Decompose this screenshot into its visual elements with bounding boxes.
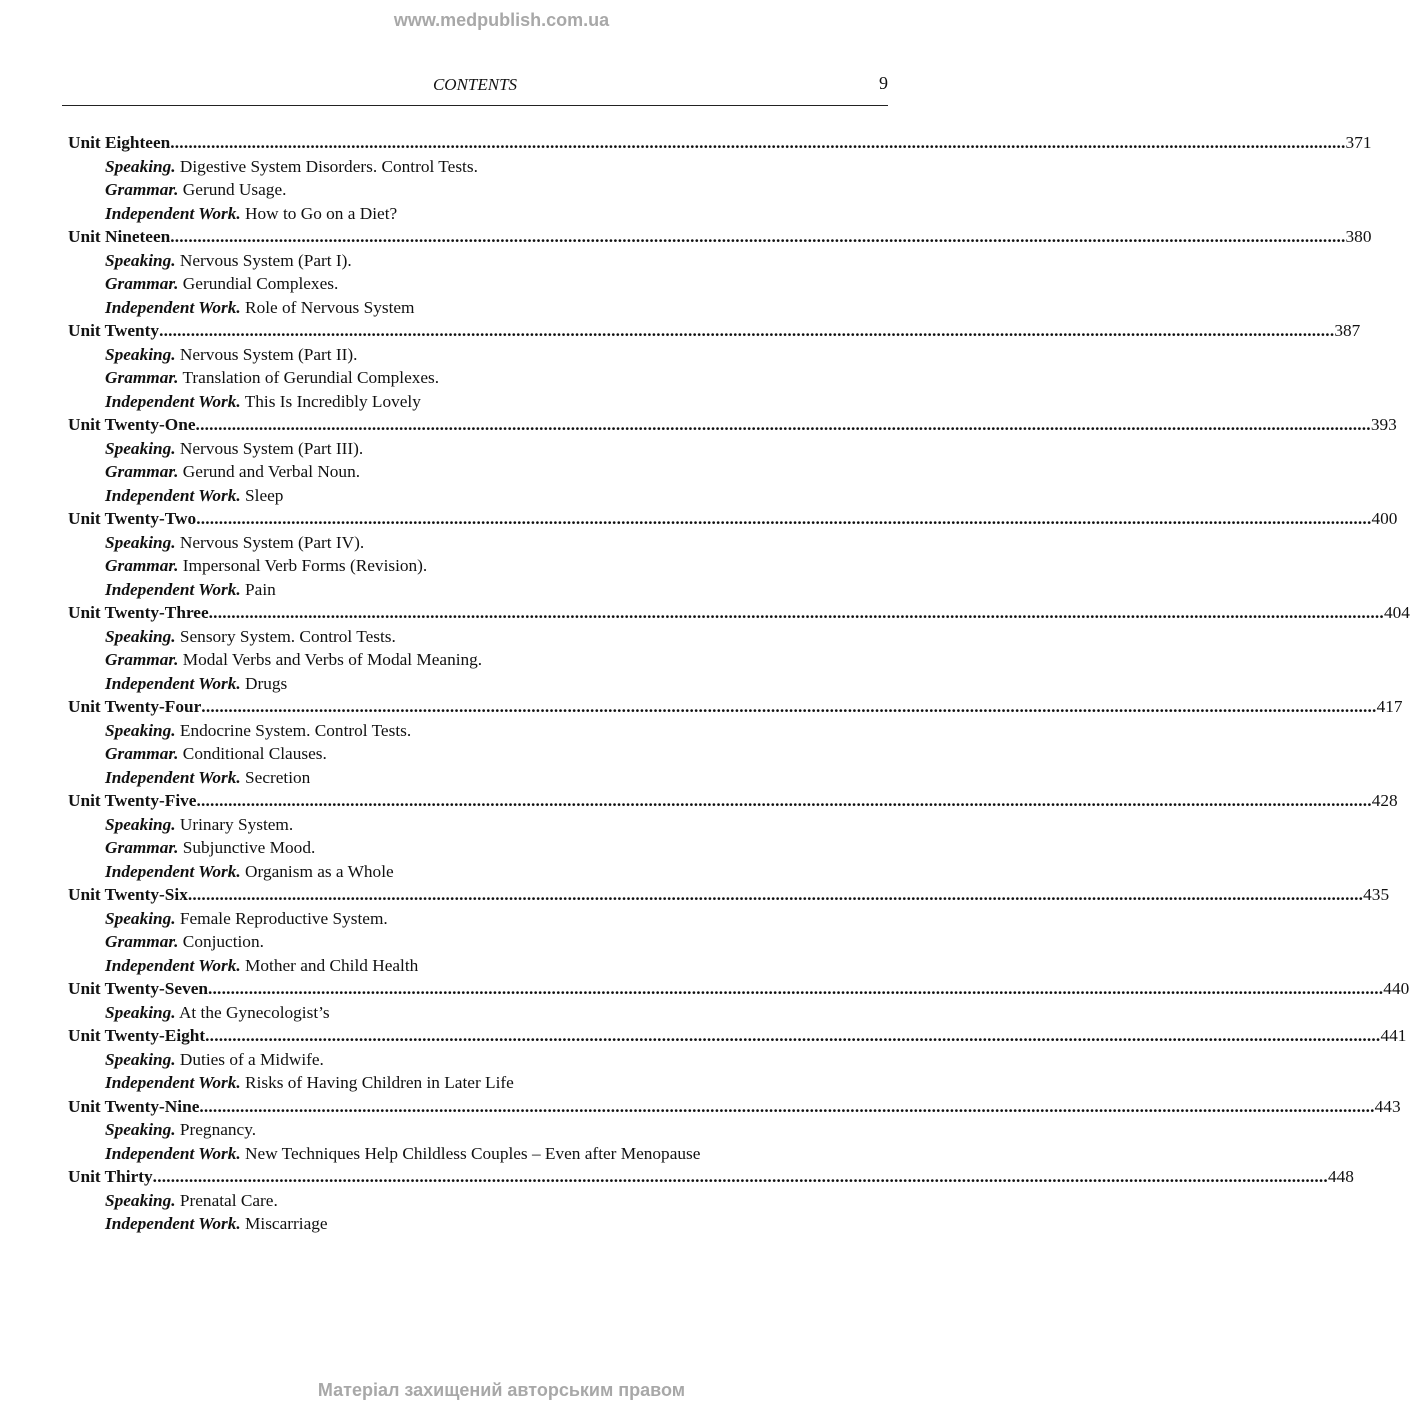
- sub-entry-text: Nervous System (Part IV).: [175, 532, 365, 552]
- unit-title: Unit Twenty-Two: [68, 509, 197, 528]
- sub-entry-label: Speaking.: [105, 626, 176, 646]
- toc-unit-row: [68, 1024, 1407, 1048]
- toc-sub-entry: [68, 1212, 884, 1236]
- unit-page-number: 380: [1345, 227, 1372, 246]
- unit-page-number: 435: [1363, 885, 1390, 904]
- sub-entry-label: Grammar.: [105, 838, 179, 857]
- toc-sub-entry: [68, 484, 884, 508]
- toc-sub-entry: [68, 836, 884, 860]
- unit-title: Unit Twenty-Seven: [68, 979, 209, 998]
- table-of-contents: [68, 131, 1410, 1236]
- unit-title: Unit Twenty: [68, 321, 160, 340]
- unit-title: Unit Nineteen: [68, 227, 171, 246]
- toc-unit-row: [68, 1165, 1354, 1189]
- dot-leader: ....................................................................................................................................................................................................................................................................: [208, 979, 1384, 998]
- unit-title: Unit Twenty-Eight: [68, 1026, 206, 1045]
- toc-unit-row: [68, 789, 1398, 813]
- toc-sub-entry: [68, 437, 884, 461]
- sub-entry-text: Duties of a Midwife.: [175, 1049, 324, 1069]
- toc-sub-entry: [68, 578, 884, 602]
- toc-sub-entry: [68, 202, 884, 226]
- sub-entry-text: Secretion: [240, 767, 311, 787]
- toc-sub-entry: [68, 554, 884, 578]
- dot-leader: ....................................................................................................................................................................................................................................................................: [196, 509, 1372, 528]
- sub-entry-text: Gerundial Complexes.: [178, 274, 339, 293]
- sub-entry-text: Prenatal Care.: [175, 1190, 278, 1210]
- toc-sub-entry: [68, 343, 884, 367]
- unit-title: Unit Eighteen: [68, 133, 171, 152]
- sub-entry-text: Pain: [240, 579, 276, 599]
- toc-unit-row: [68, 507, 1398, 531]
- sub-entry-label: Grammar.: [105, 368, 179, 387]
- toc-unit-row: [68, 225, 1372, 249]
- toc-sub-entry: [68, 1071, 884, 1095]
- toc-sub-entry: [68, 1118, 884, 1142]
- unit-title: Unit Twenty-Nine: [68, 1096, 200, 1116]
- site-url-watermark: www.medpublish.com.ua: [393, 10, 610, 30]
- toc-unit-row: [68, 695, 1403, 719]
- sub-entry-label: Speaking.: [105, 1049, 176, 1069]
- toc-unit-row: [68, 1095, 1401, 1119]
- toc-sub-entry: [68, 1048, 884, 1072]
- dot-leader: ....................................................................................................................................................................................................................................................................: [199, 1096, 1375, 1116]
- running-title: CONTENTS: [432, 75, 518, 94]
- unit-page-number: 441: [1380, 1026, 1407, 1045]
- sub-entry-label: Speaking.: [105, 1190, 176, 1210]
- sub-entry-label: Grammar.: [105, 462, 179, 481]
- toc-unit-row: [68, 977, 1410, 1001]
- unit-page-number: 440: [1383, 979, 1410, 998]
- sub-entry-label: Independent Work.: [105, 297, 241, 317]
- sub-entry-label: Speaking.: [105, 438, 176, 458]
- sub-entry-label: Grammar.: [105, 650, 179, 669]
- toc-unit-row: [68, 601, 1410, 625]
- sub-entry-label: Independent Work.: [105, 861, 241, 881]
- unit-title: Unit Thirty: [68, 1167, 153, 1186]
- sub-entry-text: At the Gynecologist’s: [175, 1002, 330, 1022]
- dot-leader: ....................................................................................................................................................................................................................................................................: [205, 1026, 1381, 1045]
- sub-entry-label: Grammar.: [105, 744, 179, 763]
- unit-page-number: 417: [1376, 697, 1403, 716]
- toc-sub-entry: [68, 460, 884, 484]
- sub-entry-text: Modal Verbs and Verbs of Modal Meaning.: [178, 650, 483, 669]
- sub-entry-text: Nervous System (Part II).: [175, 344, 358, 364]
- dot-leader: ....................................................................................................................................................................................................................................................................: [208, 603, 1384, 622]
- toc-sub-entry: [68, 366, 884, 390]
- toc-sub-entry: [68, 954, 884, 978]
- sub-entry-text: Nervous System (Part I).: [175, 250, 352, 270]
- sub-entry-text: Nervous System (Part III).: [175, 438, 364, 458]
- unit-title: Unit Twenty-One: [68, 415, 196, 434]
- unit-page-number: 428: [1371, 791, 1398, 810]
- sub-entry-label: Independent Work.: [105, 767, 241, 787]
- dot-leader: ....................................................................................................................................................................................................................................................................: [195, 415, 1371, 434]
- sub-entry-text: Risks of Having Children in Later Life: [240, 1073, 514, 1092]
- sub-entry-text: Mother and Child Health: [240, 955, 419, 975]
- toc-sub-entry: [68, 648, 884, 672]
- sub-entry-label: Speaking.: [105, 908, 176, 928]
- sub-entry-text: Digestive System Disorders. Control Tests.: [175, 156, 478, 176]
- sub-entry-text: Role of Nervous System: [240, 297, 415, 317]
- unit-page-number: 387: [1334, 321, 1361, 340]
- sub-entry-label: Independent Work.: [105, 673, 241, 693]
- unit-page-number: 393: [1370, 415, 1397, 434]
- toc-sub-entry: [68, 766, 884, 790]
- unit-page-number: 443: [1374, 1096, 1401, 1116]
- unit-page-number: 448: [1327, 1167, 1354, 1186]
- sub-entry-label: Speaking.: [105, 532, 176, 552]
- sub-entry-text: Gerund and Verbal Noun.: [178, 462, 361, 481]
- sub-entry-text: How to Go on a Diet?: [240, 203, 398, 223]
- copyright-watermark: Матеріал захищений авторським правом: [317, 1380, 686, 1400]
- sub-entry-text: Sensory System. Control Tests.: [175, 626, 396, 646]
- sub-entry-text: Pregnancy.: [175, 1120, 257, 1139]
- unit-title: Unit Twenty-Six: [68, 885, 188, 904]
- sub-entry-label: Speaking.: [105, 250, 176, 270]
- toc-sub-entry: [68, 272, 884, 296]
- toc-sub-entry: [68, 1189, 884, 1213]
- sub-entry-label: Speaking.: [105, 1120, 176, 1139]
- toc-sub-entry: [68, 719, 884, 743]
- sub-entry-text: Organism as a Whole: [240, 861, 394, 881]
- toc-sub-entry: [68, 390, 884, 414]
- toc-unit-row: [68, 413, 1397, 437]
- toc-sub-entry: [68, 625, 884, 649]
- toc-unit-row: [68, 319, 1361, 343]
- sub-entry-text: This Is Incredibly Lovely: [240, 391, 421, 411]
- page-number: 9: [879, 73, 888, 93]
- dot-leader: ....................................................................................................................................................................................................................................................................: [187, 885, 1364, 904]
- sub-entry-label: Speaking.: [105, 1002, 176, 1022]
- toc-sub-entry: [68, 155, 884, 179]
- dot-leader: ....................................................................................................................................................................................................................................................................: [152, 1167, 1328, 1186]
- sub-entry-text: Drugs: [240, 673, 288, 693]
- sub-entry-text: Conjuction.: [178, 932, 264, 951]
- toc-sub-entry: [68, 742, 884, 766]
- toc-unit-row: [68, 883, 1390, 907]
- sub-entry-label: Independent Work.: [105, 1214, 241, 1233]
- sub-entry-label: Independent Work.: [105, 1073, 241, 1092]
- sub-entry-label: Independent Work.: [105, 485, 241, 505]
- sub-entry-label: Independent Work.: [105, 203, 241, 223]
- running-header: [62, 73, 888, 106]
- sub-entry-label: Speaking.: [105, 344, 176, 364]
- sub-entry-label: Speaking.: [105, 156, 176, 176]
- toc-sub-entry: [68, 296, 884, 320]
- dot-leader: ....................................................................................................................................................................................................................................................................: [170, 227, 1346, 246]
- sub-entry-label: Grammar.: [105, 274, 179, 293]
- sub-entry-text: Female Reproductive System.: [175, 908, 388, 928]
- sub-entry-label: Grammar.: [105, 180, 179, 199]
- toc-sub-entry: [68, 1001, 884, 1025]
- sub-entry-text: Gerund Usage.: [178, 180, 287, 199]
- toc-sub-entry: [68, 860, 884, 884]
- dot-leader: ....................................................................................................................................................................................................................................................................: [159, 321, 1335, 340]
- sub-entry-label: Speaking.: [105, 814, 176, 834]
- sub-entry-text: Impersonal Verb Forms (Revision).: [178, 556, 428, 575]
- sub-entry-label: Grammar.: [105, 932, 179, 951]
- sub-entry-text: Miscarriage: [240, 1214, 328, 1233]
- unit-page-number: 400: [1371, 509, 1398, 528]
- sub-entry-text: New Techniques Help Childless Couples – Even after Menopause: [240, 1143, 701, 1163]
- unit-title: Unit Twenty-Four: [68, 697, 202, 716]
- sub-entry-label: Independent Work.: [105, 955, 241, 975]
- toc-sub-entry: [68, 672, 884, 696]
- sub-entry-label: Grammar.: [105, 556, 179, 575]
- toc-sub-entry: [68, 813, 884, 837]
- sub-entry-label: Speaking.: [105, 720, 176, 740]
- sub-entry-text: Translation of Gerundial Complexes.: [178, 368, 440, 387]
- sub-entry-text: Conditional Clauses.: [178, 744, 327, 763]
- sub-entry-text: Urinary System.: [175, 814, 294, 834]
- sub-entry-label: Independent Work.: [105, 1143, 241, 1163]
- sub-entry-label: Independent Work.: [105, 579, 241, 599]
- toc-sub-entry: [68, 531, 884, 555]
- toc-sub-entry: [68, 930, 884, 954]
- dot-leader: ....................................................................................................................................................................................................................................................................: [170, 133, 1346, 152]
- dot-leader: ....................................................................................................................................................................................................................................................................: [201, 697, 1377, 716]
- dot-leader: ....................................................................................................................................................................................................................................................................: [196, 791, 1372, 810]
- unit-page-number: 371: [1345, 133, 1372, 152]
- sub-entry-text: Sleep: [240, 485, 284, 505]
- toc-sub-entry: [68, 178, 884, 202]
- unit-page-number: 404: [1383, 603, 1410, 622]
- sub-entry-label: Independent Work.: [105, 391, 241, 411]
- toc-sub-entry: [68, 249, 884, 273]
- unit-title: Unit Twenty-Three: [68, 603, 209, 622]
- toc-sub-entry: [68, 1142, 884, 1166]
- sub-entry-text: Endocrine System. Control Tests.: [175, 720, 412, 740]
- sub-entry-text: Subjunctive Mood.: [178, 838, 316, 857]
- toc-sub-entry: [68, 907, 884, 931]
- toc-unit-row: [68, 131, 1372, 155]
- unit-title: Unit Twenty-Five: [68, 791, 197, 810]
